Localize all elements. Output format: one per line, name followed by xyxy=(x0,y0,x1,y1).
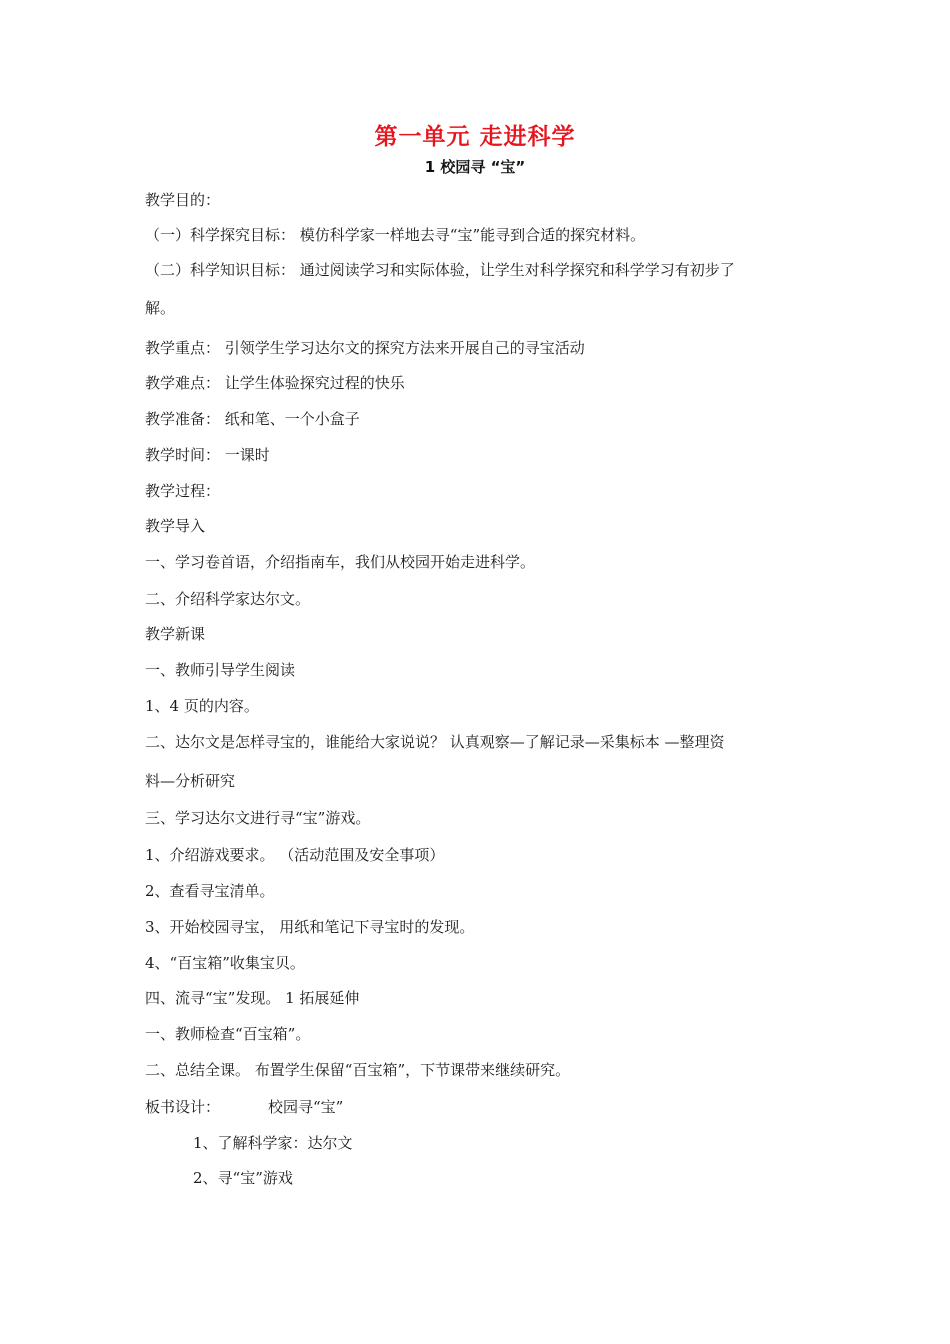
text-line: 一、学习卷首语，介绍指南车，我们从校园开始走进科学。 xyxy=(145,553,536,571)
board-design-line xyxy=(145,1097,343,1117)
text-line: 解。 xyxy=(145,299,176,317)
text-line: 二、达尔文是怎样寻宝的，谁能给大家说说？ 认真观察—了解记录—采集标本 —整理资 xyxy=(145,733,725,751)
board-design-label: 板书设计： xyxy=(145,1098,221,1116)
text-line: 一、教师检查“百宝箱”。 xyxy=(145,1025,311,1043)
board-design-heading: 校园寻“宝” xyxy=(268,1098,344,1116)
text-line: 2、查看寻宝清单。 xyxy=(145,882,275,900)
text-line: （二）科学知识目标： 通过阅读学习和实际体验，让学生对科学探究和科学学习有初步了 xyxy=(145,261,735,279)
text-line: 教学时间： 一课时 xyxy=(145,446,270,464)
text-line: 教学导入 xyxy=(145,517,206,535)
board-design-item: 2、寻“宝”游戏 xyxy=(193,1169,293,1187)
text-line: 4、“百宝箱”收集宝贝。 xyxy=(145,954,305,972)
text-line: 教学目的： xyxy=(145,191,221,209)
board-design-item: 1、了解科学家：达尔文 xyxy=(193,1134,353,1152)
text-line: 三、学习达尔文进行寻“宝”游戏。 xyxy=(145,809,371,827)
text-line: 二、介绍科学家达尔文。 xyxy=(145,590,311,608)
text-line: （一）科学探究目标： 模仿科学家一样地去寻“宝”能寻到合适的探究材料。 xyxy=(145,226,646,244)
text-line: 料—分析研究 xyxy=(145,772,236,790)
page-title: 第一单元 走进科学 xyxy=(374,124,576,150)
text-line: 教学新课 xyxy=(145,625,206,643)
text-line: 3、开始校园寻宝， 用纸和笔记下寻宝时的发现。 xyxy=(145,918,475,936)
text-line: 教学过程： xyxy=(145,482,221,500)
text-line: 1、介绍游戏要求。 （活动范围及安全事项） xyxy=(145,846,445,864)
lesson-subtitle: 1 校园寻 “宝” xyxy=(424,158,526,176)
text-line: 教学难点： 让学生体验探究过程的快乐 xyxy=(145,374,405,392)
text-line: 一、教师引导学生阅读 xyxy=(145,661,296,679)
text-line: 教学重点： 引领学生学习达尔文的探究方法来开展自己的寻宝活动 xyxy=(145,339,585,357)
text-line: 二、总结全课。 布置学生保留“百宝箱”，下节课带来继续研究。 xyxy=(145,1061,571,1079)
text-line: 四、流寻“宝”发现。 1 拓展延伸 xyxy=(145,989,360,1007)
text-line: 1、4 页的内容。 xyxy=(145,697,259,715)
text-line: 教学准备： 纸和笔、一个小盒子 xyxy=(145,410,360,428)
